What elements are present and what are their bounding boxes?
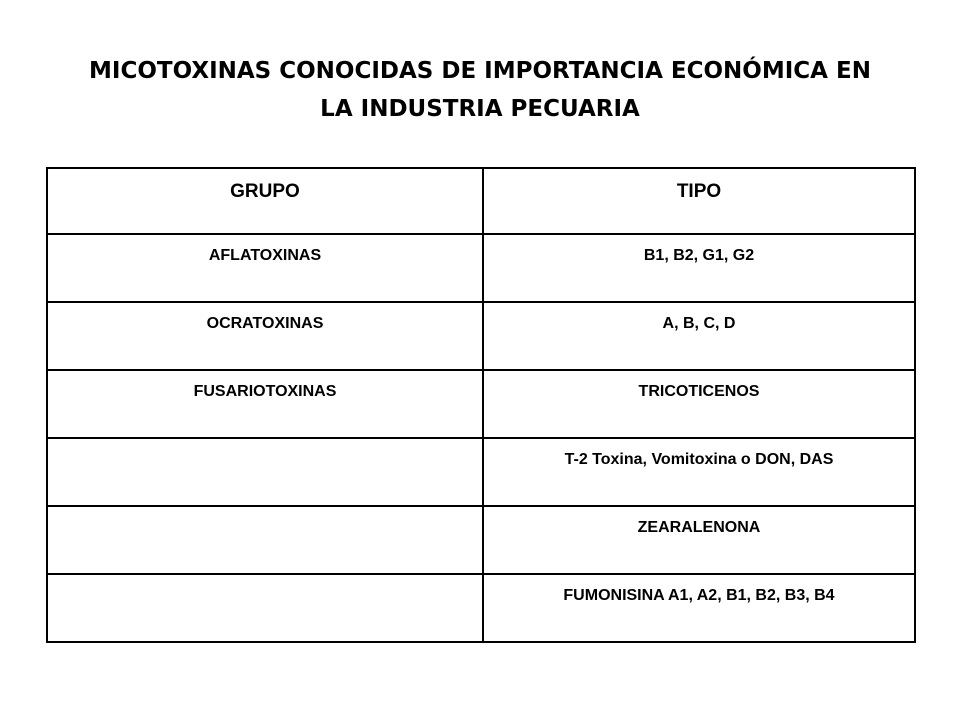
- title-line-1: MICOTOXINAS CONOCIDAS DE IMPORTANCIA ECONÓMICA EN: [89, 58, 871, 84]
- cell-tipo: B1, B2, G1, G2: [483, 234, 915, 302]
- page-title: [40, 52, 920, 128]
- cell-grupo: OCRATOXINAS: [47, 302, 483, 370]
- table-row: [47, 438, 915, 506]
- cell-grupo: FUSARIOTOXINAS: [47, 370, 483, 438]
- table-row: [47, 302, 915, 370]
- cell-tipo: A, B, C, D: [483, 302, 915, 370]
- cell-grupo: [47, 438, 483, 506]
- header-tipo: TIPO: [483, 168, 915, 234]
- cell-tipo: TRICOTICENOS: [483, 370, 915, 438]
- table-header-row: [47, 168, 915, 234]
- mycotoxin-table: [46, 167, 916, 643]
- cell-grupo: AFLATOXINAS: [47, 234, 483, 302]
- cell-tipo: T-2 Toxina, Vomitoxina o DON, DAS: [483, 438, 915, 506]
- table-row: [47, 234, 915, 302]
- cell-grupo: [47, 506, 483, 574]
- table-row: [47, 574, 915, 642]
- cell-tipo: ZEARALENONA: [483, 506, 915, 574]
- title-line-2: LA INDUSTRIA PECUARIA: [320, 96, 640, 122]
- cell-tipo: FUMONISINA A1, A2, B1, B2, B3, B4: [483, 574, 915, 642]
- header-grupo: GRUPO: [47, 168, 483, 234]
- table-row: [47, 506, 915, 574]
- table-row: [47, 370, 915, 438]
- cell-grupo: [47, 574, 483, 642]
